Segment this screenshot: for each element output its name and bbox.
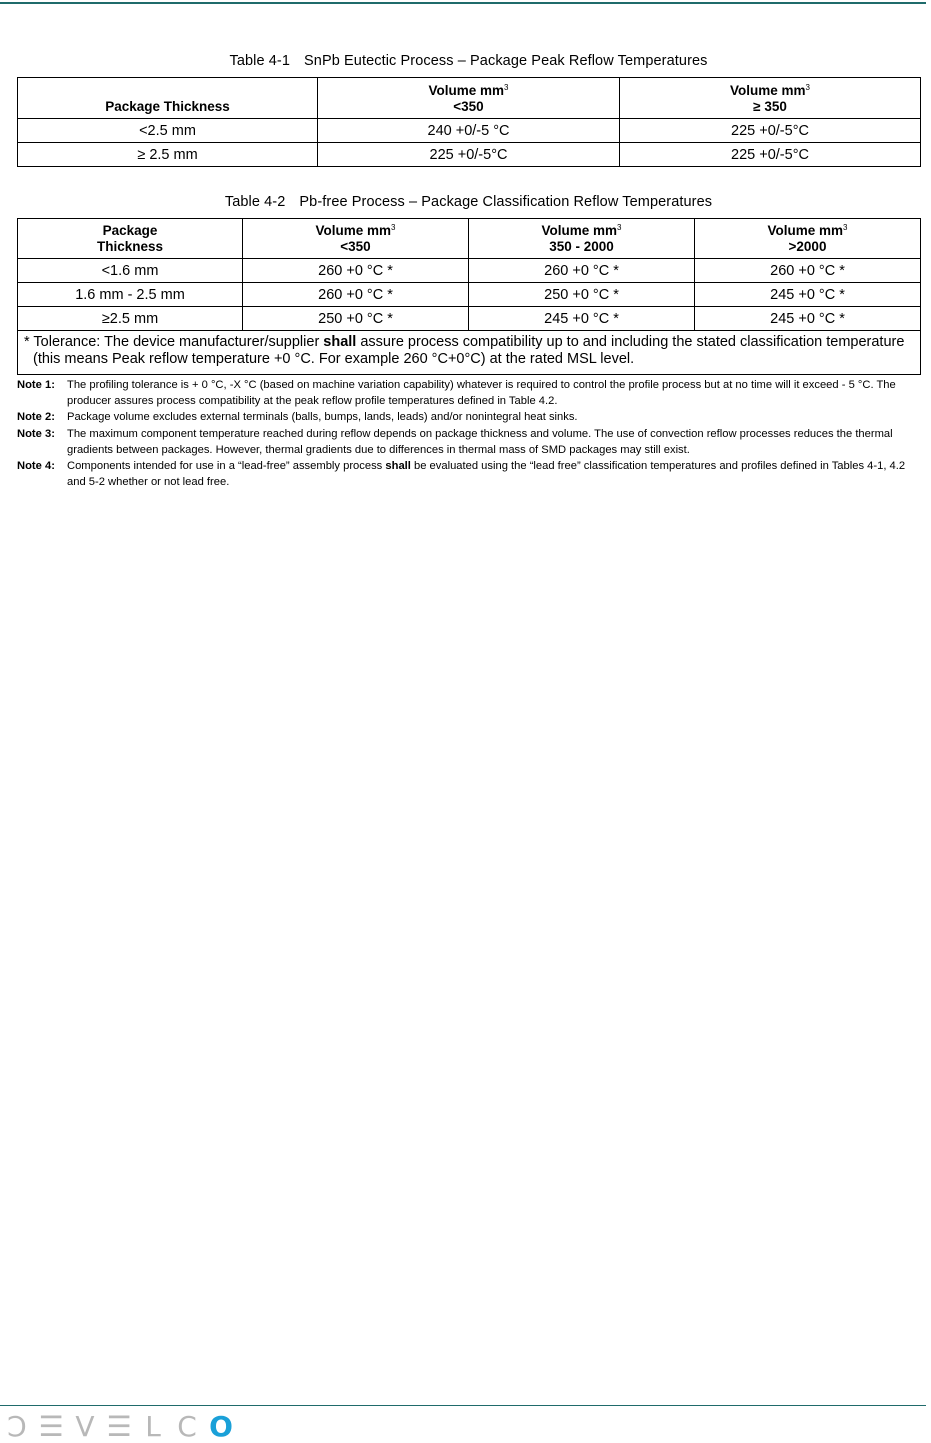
note-1 <box>17 377 917 409</box>
table-cell: 260 +0 °C * <box>243 283 469 307</box>
logo-glyph: C <box>177 1409 197 1443</box>
table-cell: 250 +0 °C * <box>243 307 469 331</box>
notes-section <box>17 377 917 490</box>
note-label: Note 1: <box>17 379 55 391</box>
table1-header-row <box>18 78 921 119</box>
logo-glyph: L <box>145 1409 161 1443</box>
table-cell: 245 +0 °C * <box>695 283 921 307</box>
table2-footnote-row <box>18 331 921 375</box>
table-cell: 260 +0 °C * <box>695 259 921 283</box>
note-label: Note 3: <box>17 427 55 440</box>
table2-header-row <box>18 219 921 259</box>
top-rule <box>0 2 926 4</box>
note-label: Note 4: <box>17 460 55 473</box>
table2-header-vol-gt2000: Volume $mm^3$ >2000 <box>695 219 921 259</box>
table-cell: 250 +0 °C * <box>469 283 695 307</box>
table-cell: <2.5 mm <box>18 119 318 143</box>
logo-glyph: ☰ <box>38 1409 64 1443</box>
note-text: The maximum component temperature reached during reflow depends on package thickness and volume. The use of convection reflow processes reduces the thermal gradients between packages. However, thermal gradients due to differences in thermal mass of SMD packages may still exist. <box>67 427 893 456</box>
logo-glyph: ☰ <box>106 1409 132 1443</box>
table1-header-thickness: Package Thickness <box>18 78 318 119</box>
table-cell: <1.6 mm <box>18 259 243 283</box>
table-cell: 245 +0 °C * <box>695 307 921 331</box>
table-cell: 1.6 mm - 2.5 mm <box>18 283 243 307</box>
table2-header-thickness: Package Thickness <box>18 219 243 259</box>
note-text: Components intended for use in a “lead-free” assembly process shall be evaluated using the “lead free” classification temperatures and profiles defined in Tables 4-1, 4.2 and 5-2 whether or not lead free. <box>67 460 906 489</box>
table1-header-vol-lt350: Volume $mm^3$ <350 <box>318 78 620 119</box>
note-label: Note 2: <box>17 411 55 424</box>
table2-tolerance-footnote: * Tolerance: The device manufacturer/supplier shall assure process compatibility up to and including the stated classification temperature (this means Peak reflow temperature +0 °C. For example 260 °C+0°C) at the rated MSL level. <box>18 331 921 375</box>
table-cell: 260 +0 °C * <box>243 259 469 283</box>
table-cell: 240 +0/-5 °C <box>318 119 620 143</box>
table2-caption-number: Table 4-2 <box>224 194 286 210</box>
table-cell: 225 +0/-5°C <box>620 143 921 167</box>
table-row <box>18 283 921 307</box>
logo-glyph-accent: O <box>209 1409 233 1443</box>
logo-glyph: Ↄ <box>7 1409 27 1443</box>
note-text: Package volume excludes external terminals (balls, bumps, lands, leads) and/or nonintegral heat sinks. <box>67 411 578 424</box>
table2-header-vol-350-2000: Volume $mm^3$ 350 - 2000 <box>469 219 695 259</box>
develco-logo <box>0 1411 238 1441</box>
note-text: The profiling tolerance is + 0 °C, -X °C (based on machine variation capability) whatever is required to control the profile process but at no time will it exceed - 5 °C. The producer assures process compatibility at the peak reflow profile temperatures defined in Table 4.2. <box>67 379 896 408</box>
table-row <box>18 119 921 143</box>
note-2 <box>17 409 917 425</box>
table-cell: 245 +0 °C * <box>469 307 695 331</box>
table-cell: ≥2.5 mm <box>18 307 243 331</box>
table-row <box>18 307 921 331</box>
table-row <box>18 259 921 283</box>
bottom-rule <box>0 1405 926 1406</box>
table2-header-vol-lt350: Volume $mm^3$ <350 <box>243 219 469 259</box>
table2-pbfree-reflow <box>17 218 921 375</box>
table1-caption-title: SnPb Eutectic Process – Package Peak Reflow Temperatures <box>304 53 708 69</box>
table-cell: 225 +0/-5°C <box>620 119 921 143</box>
table-cell: 260 +0 °C * <box>469 259 695 283</box>
table2-caption-title: Pb-free Process – Package Classification Reflow Temperatures <box>299 194 713 210</box>
table-row <box>18 143 921 167</box>
logo-glyph: V <box>75 1409 95 1443</box>
note-4 <box>17 458 917 490</box>
table1-caption <box>17 53 920 69</box>
note-3 <box>17 426 917 458</box>
table1-snpb-reflow <box>17 77 921 167</box>
table-cell: 225 +0/-5°C <box>318 143 620 167</box>
table2-caption <box>17 194 920 210</box>
table-cell: ≥ 2.5 mm <box>18 143 318 167</box>
table1-caption-number: Table 4-1 <box>229 53 291 69</box>
table1-header-vol-ge350: Volume $mm^3$ ≥ 350 <box>620 78 921 119</box>
